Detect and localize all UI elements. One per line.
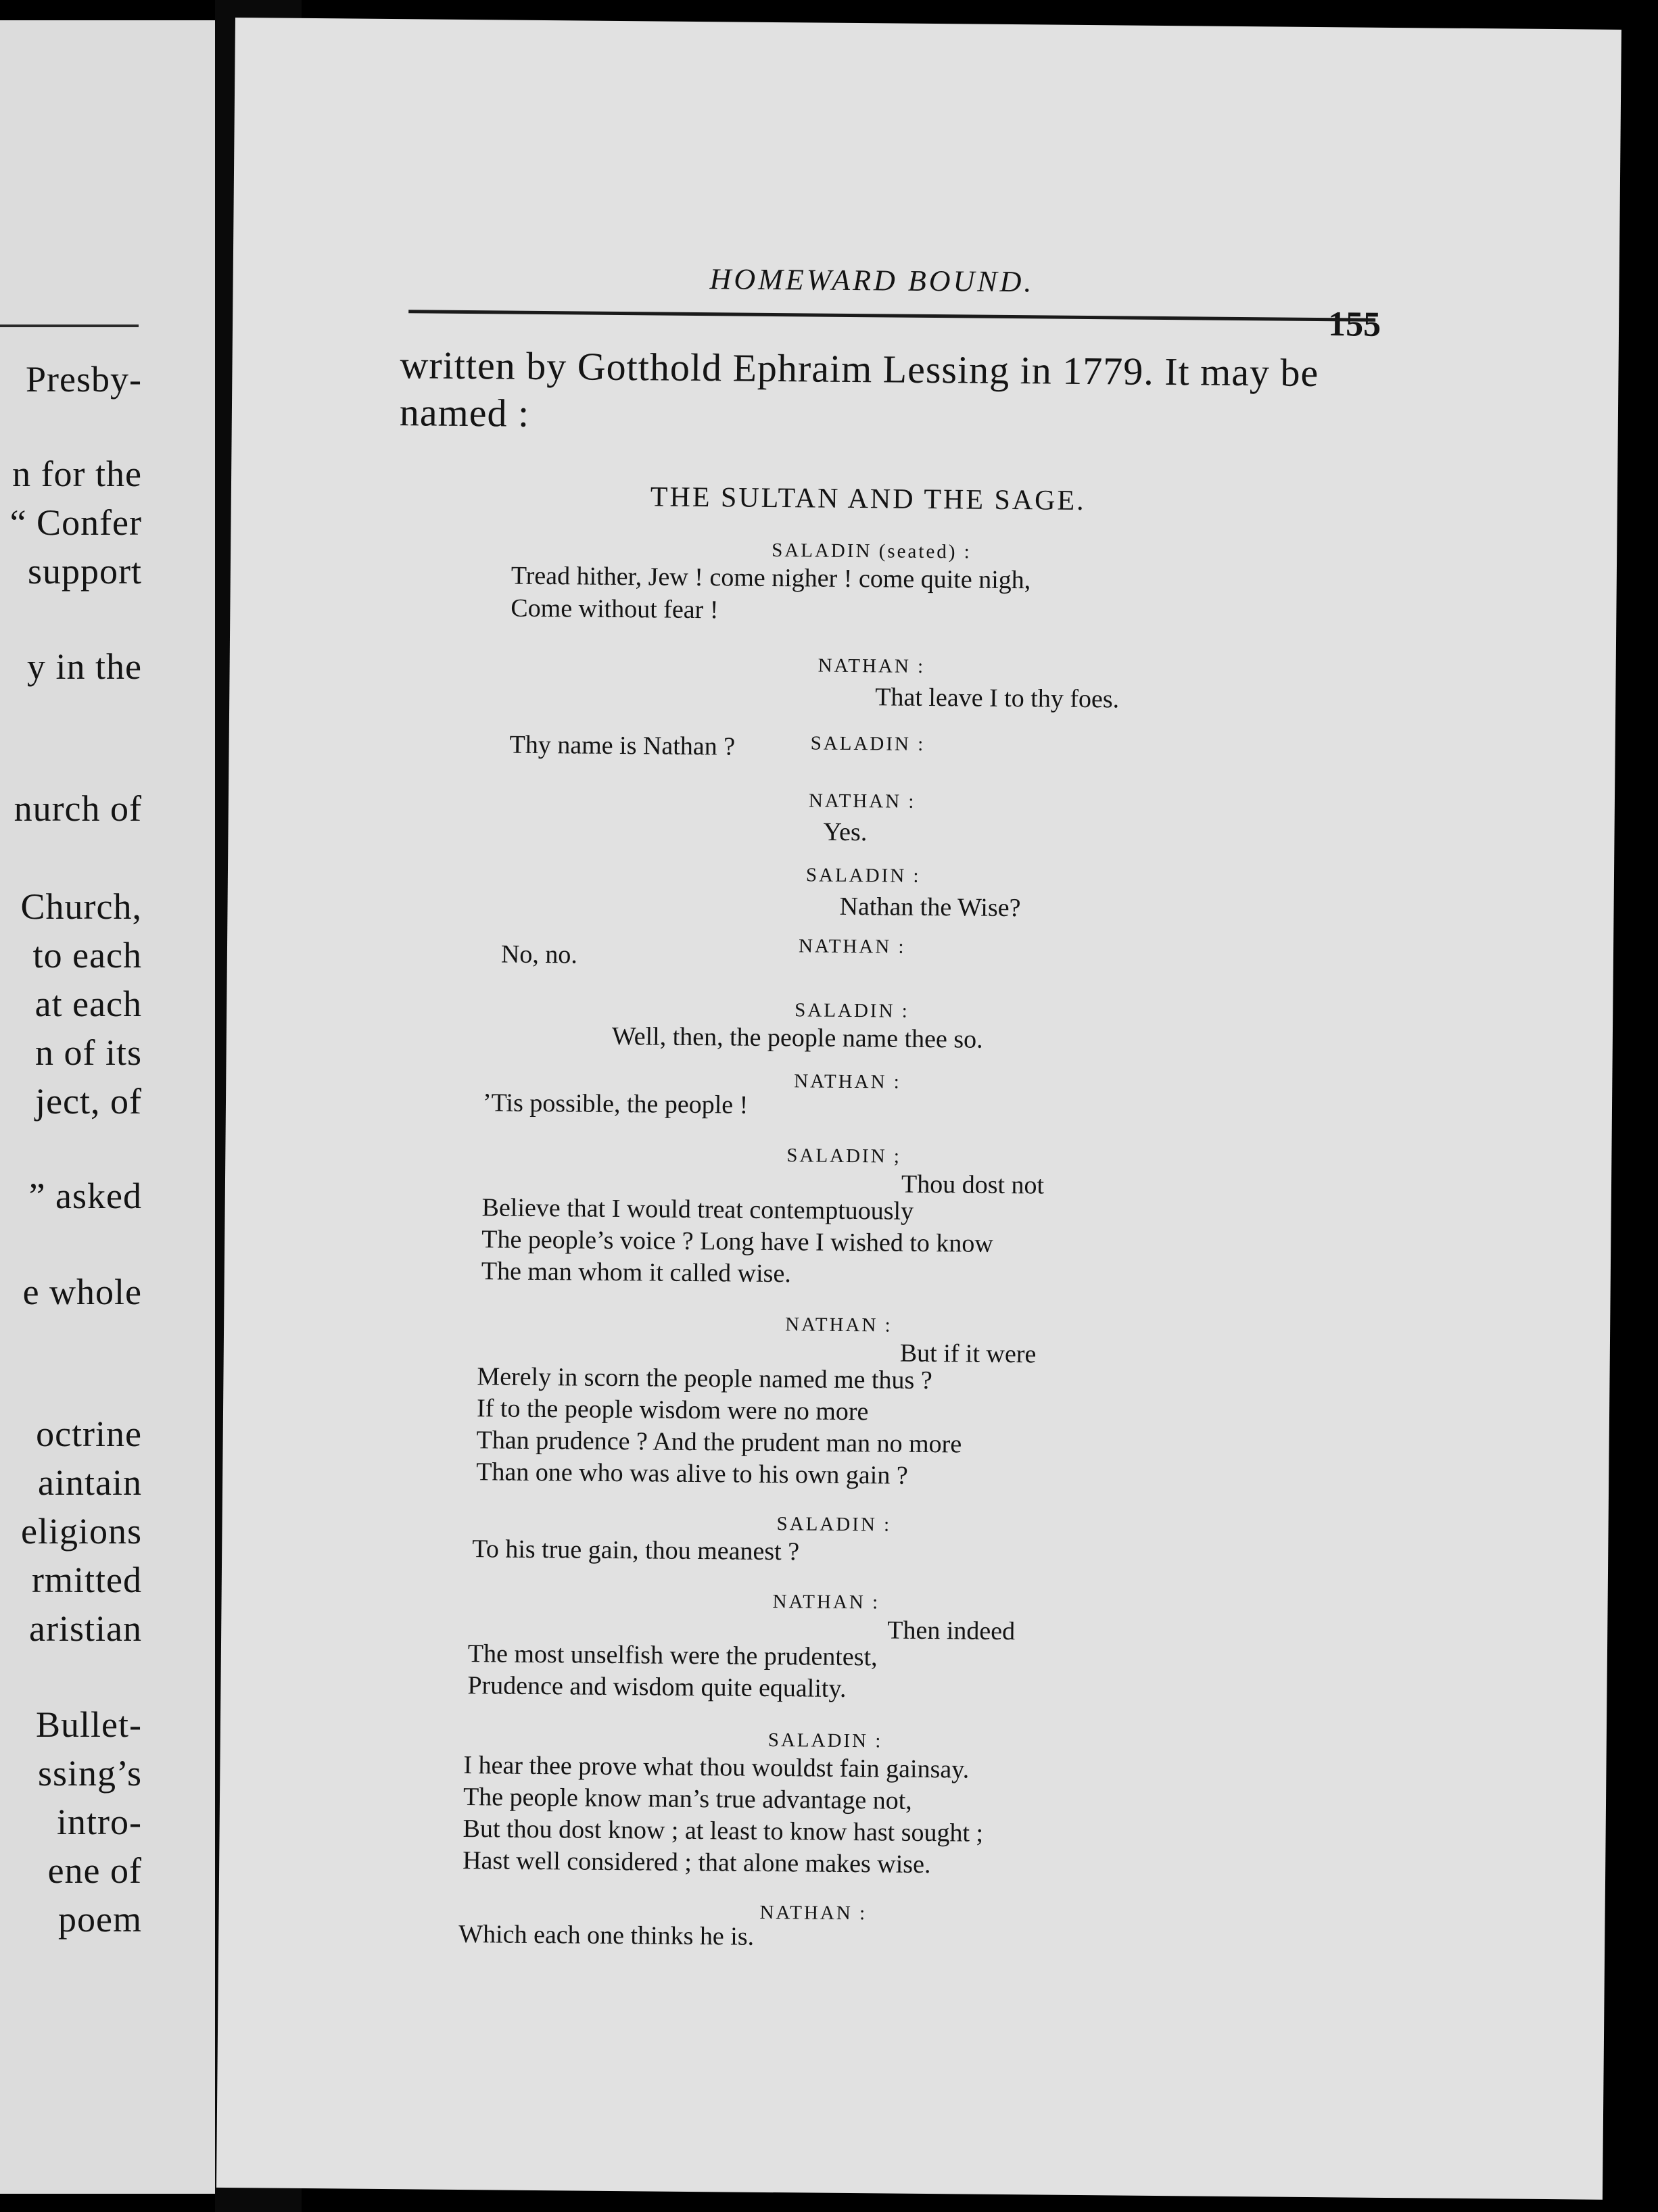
speaker-label: SALADIN : xyxy=(767,1729,883,1752)
left-line: poem xyxy=(58,1899,142,1940)
left-line: octrine xyxy=(36,1414,142,1454)
verse-line: If to the people wisdom were no more xyxy=(476,1394,869,1426)
verse-line: Which each one thinks he is. xyxy=(458,1919,755,1951)
left-line: ” asked xyxy=(28,1176,142,1216)
speaker-label: SALADIN : xyxy=(810,732,926,755)
verse-line: Well, then, the people name thee so. xyxy=(611,1021,983,1054)
verse-line: I hear thee prove what thou wouldst fain gainsay. xyxy=(463,1751,970,1784)
left-line: “ Confer xyxy=(9,502,142,543)
left-page-rule xyxy=(0,324,139,327)
speaker-label: NATHAN : xyxy=(785,1314,893,1337)
left-line: ssing’s xyxy=(37,1753,142,1794)
verse-line: To his true gain, thou meanest ? xyxy=(472,1535,800,1566)
left-line: ene of xyxy=(47,1850,142,1891)
left-line: to each xyxy=(32,935,142,976)
verse-line: Then indeed xyxy=(887,1616,1016,1646)
verse-line: The people know man’s true advantage not, xyxy=(463,1783,912,1815)
left-line: Presby- xyxy=(26,359,142,400)
verse-line: Believe that I would treat contemptuously xyxy=(481,1193,914,1226)
verse-line: Yes. xyxy=(823,817,868,847)
left-line: eligions xyxy=(21,1511,142,1552)
speaker-label: SALADIN : xyxy=(795,999,909,1022)
verse-line: Thy name is Nathan ? xyxy=(509,730,736,761)
page-number: 155 xyxy=(1327,305,1381,344)
left-line: Bullet- xyxy=(36,1704,142,1745)
verse-line: Thou dost not xyxy=(901,1170,1045,1200)
header-rule xyxy=(408,310,1375,321)
intro-line: named : xyxy=(399,390,530,435)
left-line: e whole xyxy=(22,1272,142,1312)
poem-title: THE SULTAN AND THE SAGE. xyxy=(650,481,1086,517)
verse-line: Than prudence ? And the prudent man no more xyxy=(476,1426,962,1459)
verse-line: Nathan the Wise? xyxy=(839,892,1021,923)
verse-line: Tread hither, Jew ! come nigher ! come quite nigh, xyxy=(511,561,1031,595)
verse-line: ’Tis possible, the people ! xyxy=(482,1088,749,1120)
verse-line: The man whom it called wise. xyxy=(481,1257,791,1289)
verse-line: Hast well considered ; that alone makes wise. xyxy=(463,1846,931,1879)
left-line: Church, xyxy=(20,886,142,927)
verse-line: That leave I to thy foes. xyxy=(875,683,1120,714)
speaker-label: NATHAN : xyxy=(798,935,906,958)
left-line: aristian xyxy=(29,1608,142,1649)
left-line: n for the xyxy=(12,454,142,494)
left-line: nurch of xyxy=(14,788,142,829)
speaker-label: NATHAN : xyxy=(772,1591,880,1614)
left-line: at each xyxy=(34,984,142,1024)
left-line: aintain xyxy=(38,1462,142,1503)
speaker-label: NATHAN : xyxy=(808,790,916,813)
speaker-label: SALADIN : xyxy=(805,864,921,887)
verse-line: But thou dost know ; at least to know hast sought ; xyxy=(463,1814,984,1848)
verse-line: But if it were xyxy=(899,1339,1037,1369)
left-line: support xyxy=(28,551,142,592)
speaker-label: SALADIN : xyxy=(776,1513,892,1536)
intro-line: written by Gotthold Ephraim Lessing in 1779. It may be xyxy=(400,343,1319,395)
verse-line: Come without fear ! xyxy=(511,594,719,625)
left-line: rmitted xyxy=(32,1560,142,1600)
verse-line: Than one who was alive to his own gain ? xyxy=(476,1458,908,1490)
speaker-label: NATHAN : xyxy=(818,654,926,677)
verse-line: The most unselfish were the prudentest, xyxy=(467,1639,878,1672)
verse-line: No, no. xyxy=(500,940,578,969)
left-line: ject, of xyxy=(35,1081,142,1122)
speaker-label: NATHAN : xyxy=(794,1070,901,1093)
left-line: y in the xyxy=(27,646,142,687)
left-line: n of its xyxy=(34,1032,142,1073)
left-line: intro- xyxy=(57,1802,142,1842)
speaker-label: SALADIN ; xyxy=(786,1145,902,1168)
speaker-label: SALADIN (seated) : xyxy=(772,539,972,563)
verse-line: Merely in scorn the people named me thus ? xyxy=(477,1362,932,1395)
verse-line: Prudence and wisdom quite equality. xyxy=(467,1671,847,1703)
speaker-label: NATHAN : xyxy=(759,1901,868,1925)
running-head: HOMEWARD BOUND. xyxy=(709,262,1035,299)
verse-line: The people’s voice ? Long have I wished to know xyxy=(481,1225,994,1258)
right-page xyxy=(216,18,1621,2200)
